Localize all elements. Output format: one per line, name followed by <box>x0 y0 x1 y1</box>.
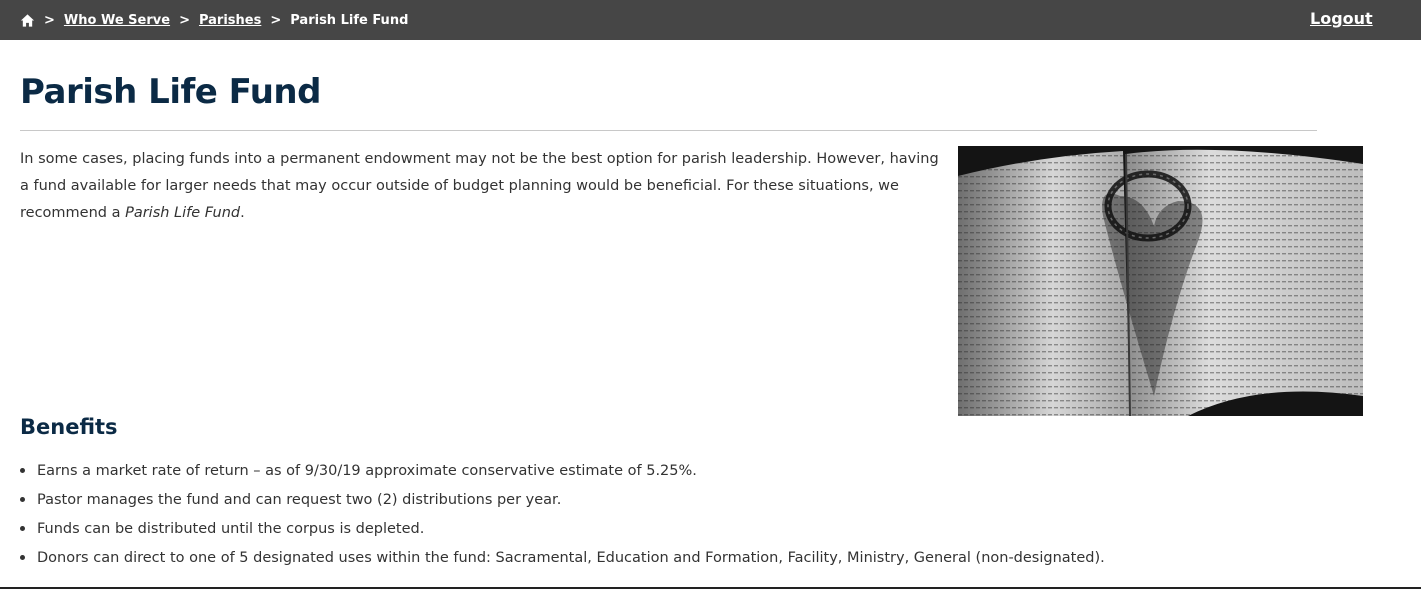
bullet-icon <box>20 555 25 560</box>
list-item <box>20 544 1105 573</box>
breadcrumb-separator: > <box>44 12 55 28</box>
breadcrumb <box>20 11 408 29</box>
breadcrumb-separator: > <box>179 12 190 28</box>
intro-emphasis: Parish Life Fund <box>125 205 241 221</box>
benefits-list <box>20 457 1105 573</box>
benefit-text: Donors can direct to one of 5 designated uses within the fund: Sacramental, Education and Formation, Facility, Ministry, General (non-designated). <box>37 550 1105 566</box>
breadcrumb-who-we-serve[interactable]: Who We Serve <box>63 12 171 28</box>
bullet-icon <box>20 526 25 531</box>
breadcrumb-current: Parish Life Fund <box>290 12 409 28</box>
list-item <box>20 457 1105 486</box>
logout-link[interactable]: Logout <box>1310 9 1373 28</box>
benefits-heading: Benefits <box>20 415 118 439</box>
breadcrumb-parishes[interactable]: Parishes <box>198 12 262 28</box>
top-nav-bar <box>0 0 1421 40</box>
breadcrumb-separator: > <box>270 12 282 28</box>
title-divider <box>20 130 1317 131</box>
intro-end: . <box>240 205 245 221</box>
benefit-text: Pastor manages the fund and can request two (2) distributions per year. <box>37 492 562 508</box>
benefit-text: Funds can be distributed until the corpus is depleted. <box>37 521 425 537</box>
list-item <box>20 486 1105 515</box>
home-icon[interactable] <box>20 13 35 28</box>
bullet-icon <box>20 468 25 473</box>
list-item <box>20 515 1105 544</box>
page-title: Parish Life Fund <box>20 72 321 112</box>
bible-crown-of-thorns-image <box>958 146 1363 416</box>
bullet-icon <box>20 497 25 502</box>
intro-paragraph <box>20 146 940 227</box>
benefit-text: Earns a market rate of return – as of 9/30/19 approximate conservative estimate of 5.25%. <box>37 463 697 479</box>
intro-text: In some cases, placing funds into a permanent endowment may not be the best option for parish leadership. However, having a fund available for larger needs that may occur outside of budget planning would be beneficial. For these situations, we recommend a <box>20 151 939 221</box>
